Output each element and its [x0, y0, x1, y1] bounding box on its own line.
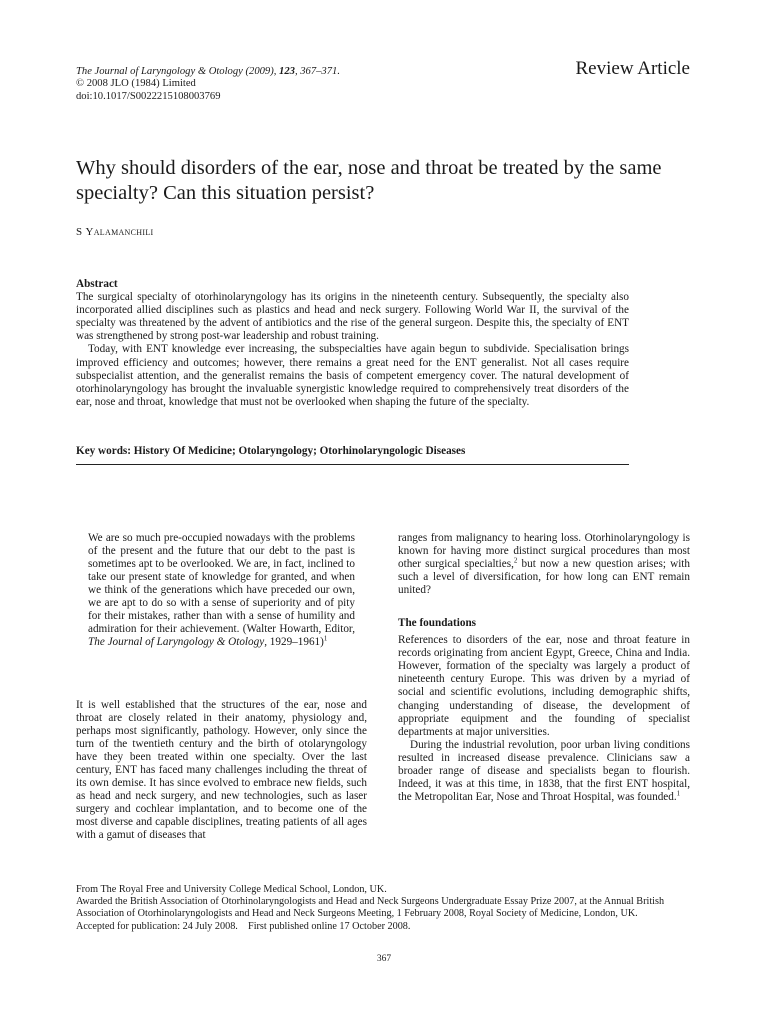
section-heading-foundations: The foundations: [398, 617, 477, 630]
reference-2: 2: [513, 556, 518, 565]
journal-name: The Journal of Laryngology & Otology (2009),: [76, 66, 277, 77]
keywords-line: Key words: History Of Medicine; Otolaryngology; Otorhinolaryngologic Diseases: [76, 445, 466, 457]
foundations-paragraph-2: [398, 739, 690, 804]
right-paragraph-1: [398, 532, 690, 597]
doi-line: doi:10.1017/S0022215108003769: [76, 90, 221, 102]
journal-pages: , 367–371.: [294, 66, 340, 77]
quote-text: We are so much pre-occupied nowadays with the problems of the present and the future that our debt to the past is sometimes apt to be overlooked. We are, in fact, inclined to take our present state of knowledge for granted, and when we think of the generations which have preceded our own, we are apt to do so with a sense of superiority and of pity for their mistakes, rather than with a sense of humility and admiration for their achievement. (Walter Howarth, Editor,: [88, 532, 355, 636]
intro-paragraph: It is well established that the structures of the ear, nose and throat are closely related in their anatomy, physiology and, perhaps most significantly, pathology. However, only since the turn of the twentieth century and the birth of otolaryngology have they been treated within one specialty. Over the last century, ENT has faced many challenges including the threat of its own demise. It has since evolved to embrace new fields, such as head and neck surgery, and new technologies, such as laser surgery and cochlear implantation, and to become one of the most diverse and capable disciplines, treating patients of all ages with a gamut of diseases that: [76, 699, 367, 842]
foundations-paragraph-2-text: During the industrial revolution, poor urban living conditions resulted in increased disease prevalence. Clinicians saw a broader range of disease and specialists began to flourish. Indeed, it was at this time, in 1838, that the first ENT hospital, the Metropolitan Ear, Nose and Throat Hospital, was founded.: [398, 738, 690, 803]
journal-citation-block: [76, 66, 340, 103]
quote-journal: The Journal of Laryngology & Otology: [88, 636, 265, 649]
abstract-section: [76, 278, 629, 409]
accepted-date: Accepted for publication: 24 July 2008.: [76, 920, 238, 932]
affiliation-note: From The Royal Free and University College Medical School, London, UK.: [76, 884, 387, 895]
author-surname: Yalamanchili: [85, 226, 154, 238]
award-note: Awarded the British Association of Otorhinolaryngologists and Head and Neck Surgeons Undergraduate Essay Prize 2007, at the Annual British Association of Otorhinolaryngologists and Head and Neck Surgeons Meeting, 1 February 2008, Royal Society of Medicine, London, UK.: [76, 896, 665, 920]
abstract-heading: Abstract: [76, 278, 118, 290]
footnotes: [76, 884, 690, 933]
section-divider: [76, 464, 629, 465]
article-title: Why should disorders of the ear, nose and throat be treated by the same specialty? Can this situation persist?: [76, 157, 662, 204]
journal-citation: [76, 66, 340, 78]
article-type: Review Article: [575, 58, 690, 79]
author-line: [76, 226, 153, 238]
page-number: 367: [376, 954, 392, 964]
epigraph-quote: [88, 532, 355, 649]
right-paragraph-1-part-b: but now a new question arises; with such a level of diversification, for how long can ENT remain united?: [398, 558, 690, 597]
author-initial: S: [76, 226, 83, 238]
reference-1: 1: [676, 789, 681, 798]
copyright-line: © 2008 JLO (1984) Limited: [76, 78, 196, 90]
journal-volume: 123: [279, 66, 295, 77]
published-date: First published online 17 October 2008.: [248, 920, 411, 932]
right-column: [398, 532, 690, 804]
quote-years: , 1929–1961): [264, 636, 324, 649]
publication-dates: [76, 921, 690, 933]
left-column-body: [76, 699, 367, 843]
abstract-paragraph-2: Today, with ENT knowledge ever increasing, the subspecialties have again begun to subdivide. Specialisation brings improved efficiency and outcomes; however, there remains a great need for the ENT generalist. Not all cases require subspecialist attention, and the generalist remains the basis of competent emergency cover. The natural development of otorhinolaryngology has brought the invaluable synergistic knowledge required to comprehensively treat disorders of the ear, nose and throat, knowledge that must not be overlooked when shaping the future of the specialty.: [76, 343, 629, 408]
foundations-paragraph-1: References to disorders of the ear, nose and throat feature in records originating from ancient Egypt, Greece, China and India. However, formation of the specialty was largely a product of nineteenth century Europe. This was driven by a myriad of social and scientific evolutions, including demographic shifts, changing understanding of disease, the development of appropriate equipment and the founding of specialist departments at major universities.: [398, 634, 690, 738]
abstract-paragraph-1: The surgical specialty of otorhinolaryngology has its origins in the nineteenth century. Subsequently, the specialty also incorporated allied disciplines such as plastics and head and neck surgery. Following World War II, the survival of the specialty was threatened by the advent of antibiotics and the rise of the general surgeon. Despite this, the specialty of ENT was strengthened by strong post-war leadership and robust training.: [76, 291, 629, 343]
quote-paragraph: [88, 532, 355, 649]
right-paragraph-1-part-a: ranges from malignancy to hearing loss. Otorhinolaryngology is known for having more distinct surgical procedures than most other surgical specialties,: [398, 532, 690, 571]
quote-reference: 1: [323, 634, 328, 643]
